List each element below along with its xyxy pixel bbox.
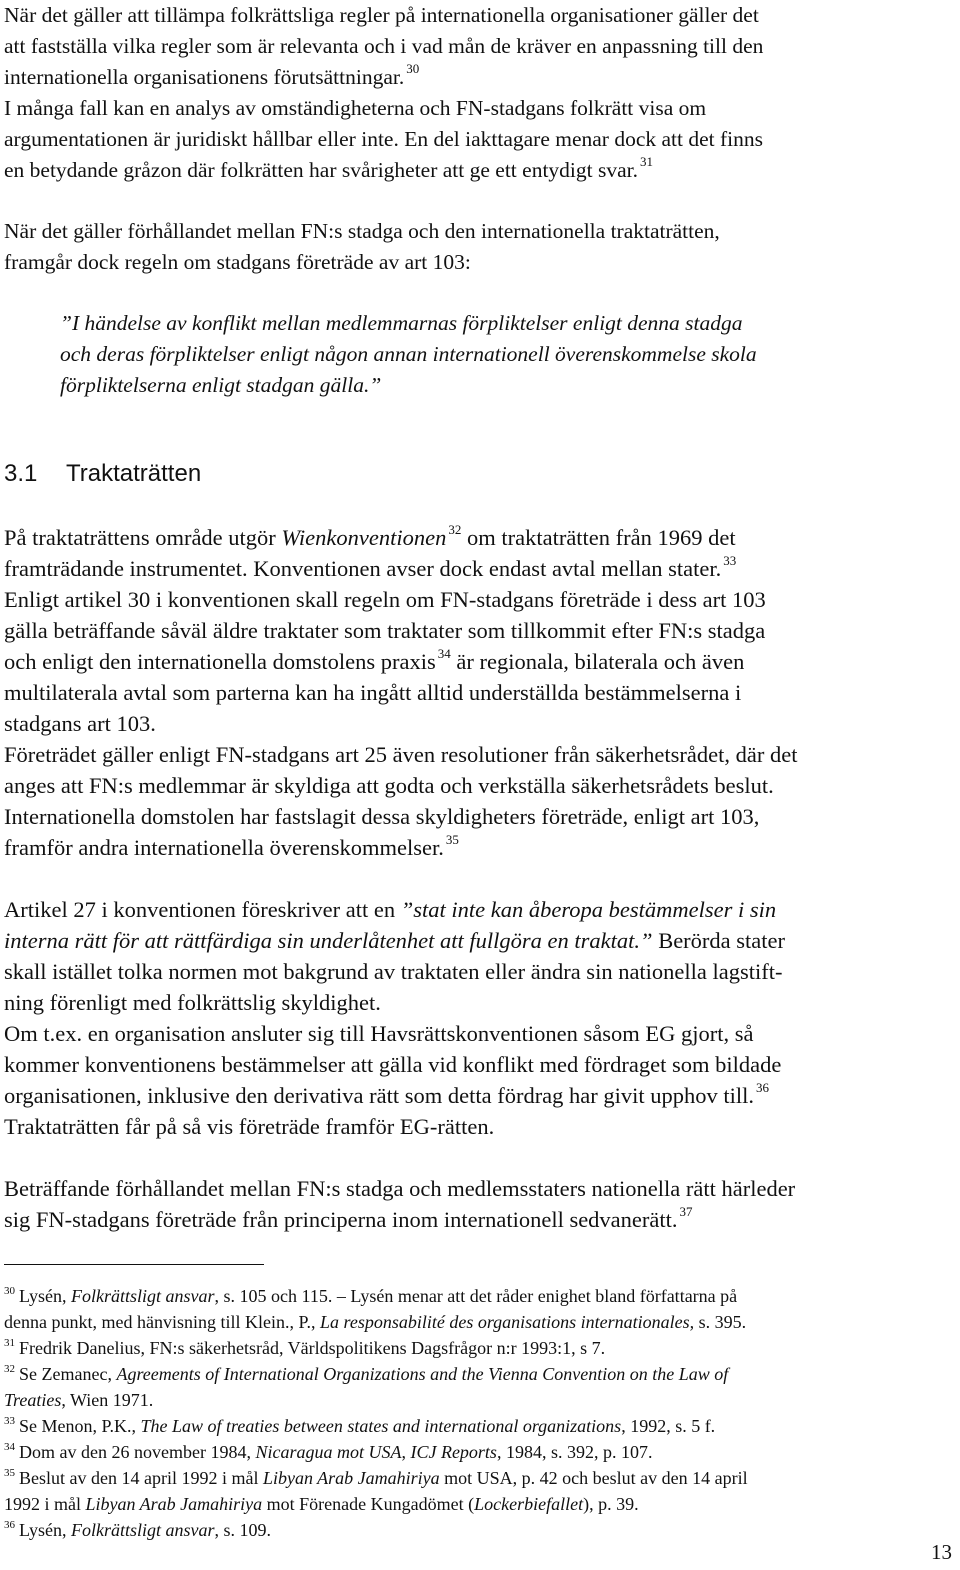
footnote-36: $^{36}$ Lysén, Folkrättsligt ansvar, s. 109. xyxy=(4,1519,272,1540)
p3-line: och enligt den internationella domstolens praxis $^{34}$ är regionala, bilaterala och även xyxy=(4,646,745,674)
p3-line: multilaterala avtal som parterna kan ha ingått alltid underställda bestämmelserna i xyxy=(4,680,742,705)
footnote-ref[interactable]: 34 xyxy=(437,646,451,661)
p2-line: När det gäller förhållandet mellan FN:s stadga och den internationella traktaträtten, xyxy=(4,219,720,243)
section-title: Traktaträtten xyxy=(66,460,202,487)
p3-line: stadgans art 103. xyxy=(4,711,156,736)
footnote-ref[interactable]: 36 xyxy=(756,1080,770,1095)
footnote-33: $^{33}$ Se Menon, P.K., The Law of treaties between states and international organizations, 1992, s. 5 f. xyxy=(4,1415,716,1436)
p4-line: ning förenligt med folkrättslig skyldighet. xyxy=(4,990,381,1015)
footnote-32-cont: Treaties, Wien 1971. xyxy=(4,1390,154,1410)
p4-line: Artikel 27 i konventionen föreskriver att en ”stat inte kan åberopa bestämmelser i sin xyxy=(4,897,777,922)
p3-line: framför andra internationella överenskommelser. $^{35}$ xyxy=(4,832,459,860)
footnote-ref[interactable]: 37 xyxy=(679,1204,693,1219)
quote-line: och deras förpliktelser enligt någon annan internationell överenskommelse skola xyxy=(60,342,757,366)
footnote-ref[interactable]: 30 xyxy=(406,61,420,76)
footnote-35: $^{35}$ Beslut av den 14 april 1992 i mål Libyan Arab Jamahiriya mot USA, p. 42 och beslut av den 14 april xyxy=(4,1467,748,1488)
p3-line: Enligt artikel 30 i konventionen skall regeln om FN-stadgans företräde i dess art 103 xyxy=(4,587,766,612)
p3-line: På traktaträttens område utgör Wienkonventionen $^{32}$ om traktaträtten från 1969 det xyxy=(4,522,736,550)
p2-line: framgår dock regeln om stadgans företräde av art 103: xyxy=(4,250,471,274)
p4-line: Traktaträtten får på så vis företräde framför EG-rätten. xyxy=(4,1114,495,1139)
p3-line: Internationella domstolen har fastslagit dessa skyldigheters företräde, enligt art 103, xyxy=(4,804,760,829)
footnote-ref[interactable]: 35 xyxy=(445,832,459,847)
p1-line: en betydande gråzon där folkrätten har svårigheter att ge ett entydigt svar. $^{31}$ xyxy=(4,154,653,182)
quote-line: ”I händelse av konflikt mellan medlemmarnas förpliktelser enligt denna stadga xyxy=(60,311,743,335)
p4-line: kommer konventionens bestämmelser att gälla vid konflikt med fördraget som bildade xyxy=(4,1052,782,1077)
p4-line: organisationen, inklusive den derivativa rätt som detta fördrag har givit upphov till. $^{36}$ xyxy=(4,1080,770,1108)
p3-line: anges att FN:s medlemmar är skyldiga att godta och verkställa säkerhetsrådets beslut. xyxy=(4,773,774,798)
footnote-35-cont: 1992 i mål Libyan Arab Jamahiriya mot Förenade Kungadömet (Lockerbiefallet), p. 39. xyxy=(4,1494,639,1514)
section-number: 3.1 xyxy=(4,460,38,487)
p1-line: att fastställa vilka regler som är relevanta och i vad mån de kräver en anpassning till den xyxy=(4,34,764,58)
p5-line: Beträffande förhållandet mellan FN:s stadga och medlemsstaters nationella rätt härleder xyxy=(4,1176,796,1201)
p1-line: argumentationen är juridiskt hållbar eller inte. En del iakttagare menar dock att det finns xyxy=(4,127,764,151)
p4-line: skall istället tolka normen mot bakgrund av traktaten eller ändra sin nationella lagstift- xyxy=(4,959,783,984)
p4-line: Om t.ex. en organisation ansluter sig till Havsrättskonventionen såsom EG gjort, så xyxy=(4,1021,754,1046)
footnote-32: $^{32}$ Se Zemanec, Agreements of International Organizations and the Vienna Convention on the Law of xyxy=(4,1363,729,1384)
p3-line: Företrädet gäller enligt FN-stadgans art 25 även resolutioner från säkerhetsrådet, där det xyxy=(4,742,798,767)
p1-line: internationella organisationens förutsättningar. $^{30}$ xyxy=(4,61,420,89)
footnote-30-cont: denna punkt, med hänvisning till Klein., P., La responsabilité des organisations internationales, s. 395. xyxy=(4,1312,747,1332)
footnote-separator xyxy=(4,1264,264,1265)
section-heading xyxy=(4,458,201,490)
footnote-30: $^{30}$ Lysén, Folkrättsligt ansvar, s. 105 och 115. – Lysén menar att det råder enighet bland författarna på xyxy=(4,1285,738,1306)
footnote-34: $^{34}$ Dom av den 26 november 1984, Nicaragua mot USA, ICJ Reports, 1984, s. 392, p. 107. xyxy=(4,1441,653,1462)
footnote-ref[interactable]: 33 xyxy=(723,553,737,568)
footnote-31: $^{31}$ Fredrik Danelius, FN:s säkerhetsråd, Världspolitikens Dagsfrågor n:r 1993:1, s 7. xyxy=(4,1337,606,1358)
p4-line: interna rätt för att rättfärdiga sin underlåtenhet att fullgöra en traktat.” Berörda stater xyxy=(4,928,786,953)
p3-line: gälla beträffande såväl äldre traktater som traktater som tillkommit efter FN:s stadga xyxy=(4,618,766,643)
p5-line: sig FN-stadgans företräde från principerna inom internationell sedvanerätt. $^{37}$ xyxy=(4,1204,693,1232)
quote-line: förpliktelserna enligt stadgan gälla.” xyxy=(60,373,382,397)
footnote-ref[interactable]: 31 xyxy=(640,154,653,169)
footnote-ref[interactable]: 32 xyxy=(448,522,462,537)
p3-line: framträdande instrumentet. Konventionen avser dock endast avtal mellan stater. $^{33}$ xyxy=(4,553,737,581)
p1-line: När det gäller att tillämpa folkrättsliga regler på internationella organisationer gäller det xyxy=(4,3,759,27)
page-number: 13 xyxy=(931,1540,952,1564)
p1-line: I många fall kan en analys av omständigheterna och FN-stadgans folkrätt visa om xyxy=(4,96,707,120)
